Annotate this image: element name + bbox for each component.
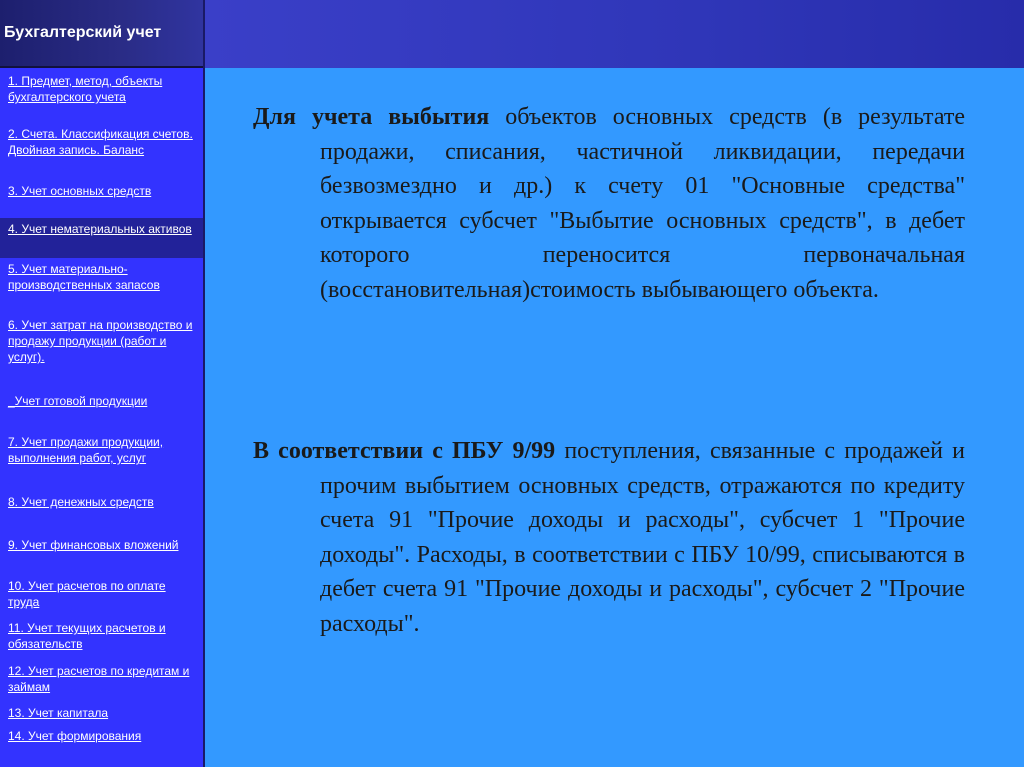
paragraph-pbu	[253, 434, 965, 641]
nav-item-current-settlements[interactable]: 11. Учет текущих расчетов и обязательств	[8, 621, 166, 651]
nav-item-cash[interactable]: 8. Учет денежных средств	[8, 495, 154, 509]
nav-item-formation[interactable]: 14. Учет формирования	[8, 729, 142, 743]
nav-item-finished-goods[interactable]: _Учет готовой продукции	[8, 394, 148, 408]
nav-item-intangible-assets[interactable]: 4. Учет нематериальных активов	[0, 218, 203, 258]
nav-item-loans[interactable]: 12. Учет расчетов по кредитам и займам	[8, 664, 190, 694]
nav-item-production-costs[interactable]: 6. Учет затрат на производство и продажу продукции (работ и услуг).	[8, 318, 193, 364]
paragraph-pbu-lead: В соответствии с ПБУ 9/99	[253, 438, 556, 464]
paragraph-disposal-lead: Для учета выбытия	[253, 104, 490, 130]
nav-item-capital[interactable]: 13. Учет капитала	[8, 706, 109, 720]
nav-item-sales[interactable]: 7. Учет продажи продукции, выполнения работ, услуг	[8, 435, 164, 465]
nav-item-fixed-assets[interactable]: 3. Учет основных средств	[8, 184, 152, 198]
nav-item-subject-method[interactable]: 1. Предмет, метод, объекты бухгалтерского учета	[8, 74, 163, 104]
sidebar	[0, 0, 205, 767]
sidebar-title: Бухгалтерский учет	[0, 0, 203, 68]
nav-item-accounts[interactable]: 2. Счета. Классификация счетов. Двойная запись. Баланс	[8, 127, 193, 157]
paragraph-disposal	[253, 100, 965, 307]
top-bar	[205, 0, 1024, 68]
nav-item-investments[interactable]: 9. Учет финансовых вложений	[8, 538, 179, 552]
nav-item-payroll[interactable]: 10. Учет расчетов по оплате труда	[8, 579, 166, 609]
slide-content	[205, 68, 1024, 767]
nav-list	[0, 68, 203, 748]
paragraph-pbu-text: поступления, связанные с продажей и прочим выбытием основных средств, отражаются по кредиту счета 91 "Прочие доходы и расходы", субсчет 1 "Прочие доходы". Расходы, в соответствии с ПБУ 10/99, списываются в дебет счета 91 "Прочие доходы и расходы", субсчет 2 "Прочие расходы".	[320, 438, 965, 637]
nav-item-inventory[interactable]: 5. Учет материально-производственных запасов	[8, 262, 160, 292]
paragraph-disposal-text: объектов основных средств (в результате продажи, списания, частичной ликвидации, передачи безвозмездно и др.) к счету 01 "Основные средства" открывается субсчет "Выбытие основных средств", в дебет которого переносится первоначальная (восстановительная)стоимость выбывающего объекта.	[320, 104, 965, 303]
